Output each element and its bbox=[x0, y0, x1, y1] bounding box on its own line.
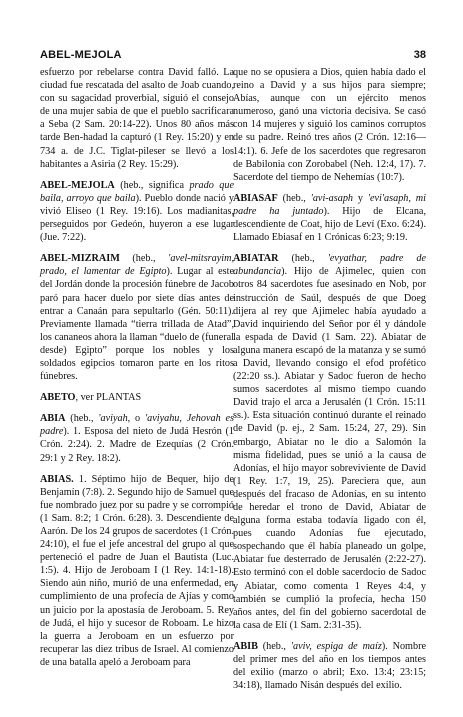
entry-text: ). Pueblo donde nació y vivió Eliseo (1 Rey. 19:16). Los madianitas, perseguidos por Gedeón, huyeron a ese lugar (Jue. 7:22). bbox=[40, 192, 235, 244]
entry-text: ). Lugar al este del Jordán donde la procesión fúnebre de Jacob paró para hacer duelo por siete días antes de entrar a Canaán para sepultarlo (Gén. 50:11). Previamente llamada “tierra trillada de Atad”, los cananeos ahora la llaman “duelo de (funeral desde) Egipto” porque los nobles y los soldados egipcios tomaron parte en los ritos fúnebres. bbox=[40, 266, 234, 383]
entry-text: ). Hijo de Ajimelec, quien con otros 84 sacerdotes fue asesinado en Nob, por instrucción de Saúl, después de que Doeg dijera al rey que Ajimelec había ayudado a David inquiriendo del Señor por él y dándole la espada de David (1 Sam. 22). Abiatar de alguna manera escapó de la matanza y se sumó a David, llevando consigo el efod profético (22:20 ss.). Abiatar y Sadoc fueron de hecho sumos sacerdotes al mismo tiempo cuando David trajo el arca a Jerusalén (1 Crón. 15:11 ss.). Esta situación continuó durante el reinado de David (p. ej., 2 Sam. 15:24, 27, 29). Sin embargo, Abiatar no le dio a Salomón la misma fidelidad, pues se unió a la causa de Adonías, el hijo mayor sobreviviente de David (1 Rey. 1:7, 19, 25). Pareciera que, aun después del fracaso de Adonías, en su intento de heredar el trono de David, Abiatar de alguna forma estaba todavía ligado con él, pues cuando Adonías fue ejecutado, sospechando que él había planeado un golpe, Abiatar fue desterrado de Jerusalén (2:22-27). Esto terminó con el doble sacerdocio de Sadoc y Abiatar, como comenta 1 Reyes 4:4, y también se cumplió la profecía, hecha 150 años antes, del fin del gobierno sacerdotal de la casa de Elí (1 Sam. 2:31-35). bbox=[233, 266, 426, 631]
dictionary-entry bbox=[40, 179, 234, 244]
left-column bbox=[40, 66, 234, 677]
entry-text: (heb., bbox=[65, 413, 99, 425]
dictionary-entry bbox=[233, 66, 426, 184]
entry-etymology: 'avi-asaph bbox=[310, 192, 354, 204]
entry-etymology: 'aviyah bbox=[98, 413, 128, 425]
entry-etymology: prado que baila, arroyo que baila bbox=[40, 179, 234, 204]
entry-headword: ABEL-MIZRAIM bbox=[40, 253, 120, 265]
entry-text: (heb., bbox=[277, 192, 311, 204]
entry-etymology: 'evi'asaph, mi padre ha juntado bbox=[233, 192, 426, 217]
entry-headword: ABIASAF bbox=[233, 192, 278, 204]
entry-text: (heb., bbox=[278, 253, 328, 265]
entry-text: (heb., bbox=[257, 640, 291, 652]
entry-headword: ABIAS. bbox=[40, 473, 74, 485]
entry-text: 1. Séptimo hijo de Bequer, hijo de Benjamín (7:8). 2. Segundo hijo de Samuel que fue nombrado juez por su padre y se corrompió (1 Sam. 8:2; 1 Crón. 6:28). 3. Descendiente de Aarón. De los 24 grupos de sacerdotes (1 Crón. 24:10), el fue el jefe ancestral del grupo al que perteneció el padre de Juan el Bautista (Luc. 1:5). 4. Hijo de Jeroboam I (1 Rey. 14:1-18). Siendo aún niño, murió de una enfermedad, en cumplimiento de una profecía de Ajías y como un juicio por la apostasía de Jeroboam. 5. Rey de Judá, el hijo y sucesor de Roboam. Le hizo la guerra a Jeroboam en un esfuerzo por recuperar las diez tribus de Israel. Al comienzo de una batalla apeló a Jeroboam para bbox=[40, 473, 234, 668]
entry-text: (heb., significa bbox=[114, 179, 190, 191]
dictionary-entry bbox=[40, 66, 234, 171]
entry-text: ). Nombre del primer mes del año en los tiempos antes del exilio (marzo o abril; Exo. 13:4; 23:15; 34:18), llamado Nisán después del exilio. bbox=[233, 640, 426, 692]
dictionary-entry bbox=[40, 252, 234, 383]
dictionary-entry bbox=[40, 473, 234, 669]
running-head: ABEL-MEJOLA bbox=[40, 49, 122, 61]
page-number: 38 bbox=[413, 49, 426, 61]
right-column bbox=[233, 66, 426, 700]
entry-text: que no se opusiera a Dios, quien había dado el reino a David y a sus hijos para siempre; Abías, aunque con un ejército menos numeroso, ganó una victoria decisiva. Se casó con 14 mujeres y siguió los caminos corruptos de su padre. Reinó tres años (2 Crón. 12:16—14:1). 6. Jefe de los sacerdotes que regresaron de Babilonia con Zorobabel (Neh. 12:4, 17). 7. Sacerdote del tiempo de Nehemías (10:7). bbox=[233, 67, 426, 183]
entry-etymology: 'evyathar, padre de abundancia bbox=[233, 253, 426, 278]
entry-etymology: 'aviv, espiga de maíz bbox=[290, 640, 382, 652]
dictionary-entry bbox=[40, 391, 234, 404]
entry-etymology: 'aviyahu, Jehovah es padre bbox=[40, 413, 234, 438]
dictionary-entry bbox=[233, 192, 426, 244]
dictionary-entry bbox=[233, 640, 426, 692]
entry-text: , o bbox=[127, 413, 145, 425]
entry-headword: ABIB bbox=[233, 640, 258, 652]
entry-headword: ABETO bbox=[40, 392, 76, 404]
entry-etymology: 'avel-mitsrayim, prado, el lamentar de Egipto bbox=[40, 253, 234, 278]
entry-text: y bbox=[353, 192, 368, 204]
entry-headword: ABIATAR bbox=[233, 253, 279, 265]
entry-text: ). 1. Esposa del nieto de Judá Hesrón (1 Crón. 2:24). 2. Madre de Ezequías (2 Crón. 29:1 y 2 Rey. 18:2). bbox=[40, 426, 234, 464]
entry-text: esfuerzo por rebelarse contra David falló. La ciudad fue rescatada del asalto de Joab cuando, con su sagacidad proverbial, siguió el consejo de una mujer sabia de que el pueblo sacrificara a Seba (2 Sam. 20:14-22). Unos 80 años más tarde Ben-hadad la capturó (1 Rey. 15:20) y en 734 a. de J.C. Tiglat-pileser se llevó a los habitantes a Asiria (2 Rey. 15:29). bbox=[40, 67, 234, 170]
entry-text: (heb., bbox=[119, 253, 169, 265]
entry-text: ). Hijo de Elcana, descendiente de Coat, hijo de Leví (Exo. 6:24). Llamado Ebiasaf en 1 Crónicas 6:23; 9:19. bbox=[233, 205, 426, 244]
entry-headword: ABEL-MEJOLA bbox=[40, 179, 115, 191]
entry-text: , ver PLANTAS bbox=[75, 392, 142, 404]
dictionary-entry bbox=[40, 412, 234, 464]
dictionary-entry bbox=[233, 252, 426, 632]
entry-headword: ABIA bbox=[40, 413, 66, 425]
